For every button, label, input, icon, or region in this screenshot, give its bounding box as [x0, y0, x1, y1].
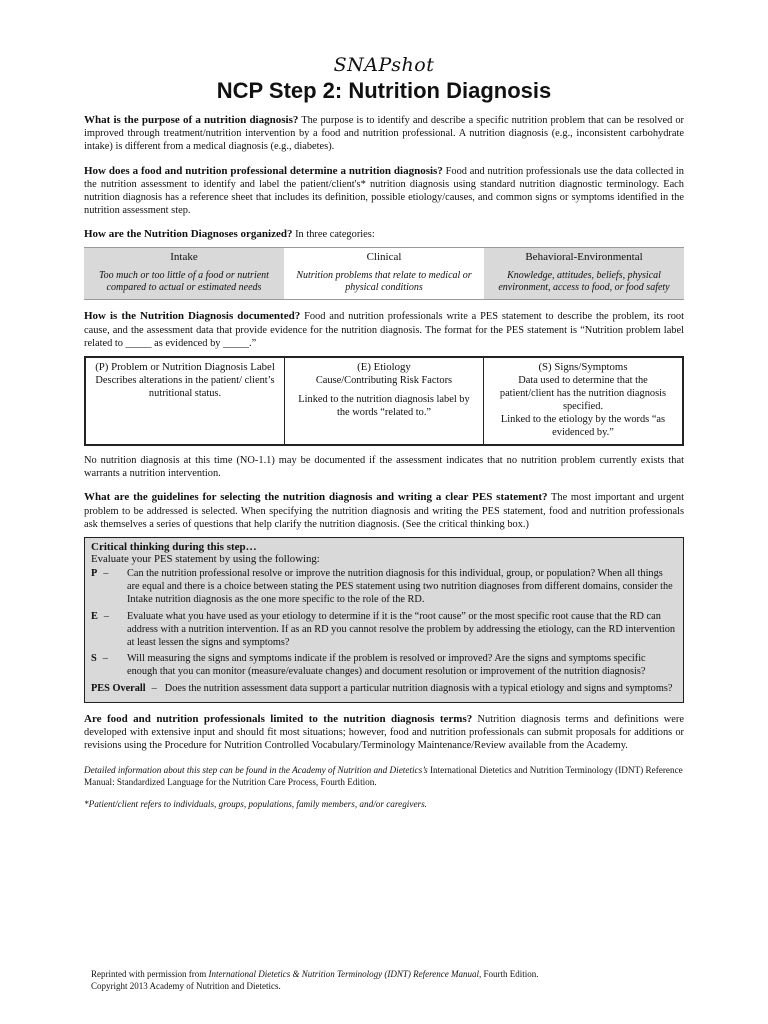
- pes-signs-text: Data used to determine that the patient/client has the nutrition diagnosis specified.: [499, 375, 667, 413]
- pes-signs-heading: (S) Signs/Symptoms: [538, 361, 628, 374]
- pes-etiology-heading: (E) Etiology: [357, 361, 411, 374]
- footer-copyright: Copyright 2013 Academy of Nutrition and Dietetics.: [91, 981, 281, 991]
- diagnosis-categories: [84, 247, 684, 301]
- category-behavioral-environmental: [484, 248, 684, 300]
- purpose-question: What is the purpose of a nutrition diagnosis?: [84, 114, 299, 126]
- item-text: Does the nutrition assessment data support a particular nutrition diagnosis with a typical etiology and signs and symptoms?: [164, 682, 673, 694]
- patient-note: [84, 798, 684, 810]
- patient-note-text: *Patient/client refers to individuals, groups, populations, family members, and/or caregivers.: [84, 798, 427, 809]
- pes-signs-link-text: Linked to the etiology by the words “as evidenced by.”: [500, 414, 666, 439]
- critical-thinking-subtitle: Evaluate your PES statement by using the following:: [91, 553, 320, 566]
- item-dash: –: [151, 682, 157, 694]
- item-text: Will measuring the signs and symptoms indicate if the problem is resolved or improved? Are the signs and symptoms specific enough that you can monitor (measure/evaluate changes) and document resolution or improvement of the nutrition diagnosis?: [127, 653, 646, 678]
- category-intake: [84, 248, 284, 300]
- item-text: Evaluate what you have used as your etiology to determine if it is the “root cause” or the most specific root cause that the RD can address with a nutrition intervention. If as an RD you cannot resolve the problem by addressing the etiology, can the RD intervention at least lessen the signs and symptoms?: [127, 610, 676, 649]
- category-description: Knowledge, attitudes, beliefs, physical environment, access to food, or food safety: [498, 269, 670, 294]
- footer-reprint-source: International Dietetics & Nutrition Terminology (IDNT) Reference Manual,: [208, 969, 482, 979]
- critical-thinking-box: [84, 537, 684, 703]
- pes-etiology-text: Linked to the nutrition diagnosis label by the words “related to.”: [298, 394, 470, 419]
- pes-problem-column: [86, 358, 284, 444]
- critical-item-p: [91, 567, 677, 607]
- critical-item-pes-overall: [91, 682, 677, 695]
- guidelines-question: What are the guidelines for selecting the nutrition diagnosis and writing a clear PES statement?: [84, 491, 548, 504]
- critical-thinking-title: Critical thinking during this step…: [91, 541, 257, 554]
- detail-note-reference: International Dietetics and Nutrition Terminology (IDNT) Reference Manual: Standardized Language for the Nutrition Care Process, Fourth Edition.: [84, 764, 683, 787]
- guidelines-paragraph: [84, 491, 684, 531]
- pes-problem-heading: (P) Problem or Nutrition Diagnosis Label: [95, 361, 275, 374]
- snapshot-brand: SNAPshot: [333, 54, 435, 76]
- footer-reprint-prefix: Reprinted with permission from: [91, 969, 207, 979]
- item-letter: E: [91, 610, 98, 622]
- determine-question: How does a food and nutrition professional determine a nutrition diagnosis?: [84, 164, 443, 177]
- item-letter: S: [91, 653, 97, 665]
- critical-item-e: [91, 610, 677, 650]
- limited-question: Are food and nutrition professionals limited to the nutrition diagnosis terms?: [84, 712, 473, 725]
- item-dash: –: [102, 653, 108, 665]
- pes-etiology-column: [284, 358, 483, 444]
- pes-etiology-subheading: Cause/Contributing Risk Factors: [315, 375, 453, 387]
- guidelines-answer: The most important and urgent problem to be addressed is selected. When specifying the nutrition diagnosis and writing the PES statement, food and nutrition professionals ask themselves a series of questions that help clarify the nutrition diagnosis. (See the critical thinking box.): [84, 492, 684, 530]
- detail-note-italic: Detailed information about this step can be found in the Academy of Nutrition and Dietetics’s: [84, 764, 428, 775]
- no-diagnosis-paragraph: No nutrition diagnosis at this time (NO-1.1) may be documented if the assessment indicates that no nutrition problem currently exists that warrants a nutrition intervention.: [84, 455, 684, 480]
- pes-signs-column: [483, 358, 682, 444]
- organized-paragraph: [84, 228, 684, 241]
- purpose-paragraph: [84, 114, 684, 154]
- item-dash: –: [103, 568, 109, 580]
- organized-question: How are the Nutrition Diagnoses organized?: [84, 228, 293, 241]
- determine-paragraph: [84, 165, 684, 218]
- category-title: Intake: [170, 250, 198, 263]
- item-text: Can the nutrition professional resolve or improve the nutrition diagnosis for this individual, group, or population? When all things are equal and there is a choice between stating the PES statement using two nutrition diagnoses from different domains, consider the Intake nutrition diagnosis as the one more specific to the role of the RD.: [127, 568, 673, 606]
- limited-answer: Nutrition diagnosis terms and definitions were developed with extensive input and should fit most situations; however, food and nutrition professionals can submit proposals for additions or revisions using the Procedure for Nutrition Controlled Vocabulary/Terminology Maintenance/Review available from the Academy.: [84, 713, 684, 752]
- documented-question: How is the Nutrition Diagnosis documented?: [84, 310, 301, 323]
- document-page: [84, 54, 684, 820]
- determine-answer: Food and nutrition professionals use the data collected in the nutrition assessment to identify and label the patient/client's* nutrition diagnosis using standard nutrition diagnostic terminology. Each nutrition diagnosis has a reference sheet that includes its definition, possible etiology/causes, and common signs or symptoms identified in the nutrition assessment step.: [84, 165, 684, 217]
- footer-reprint-line: [91, 968, 651, 980]
- critical-item-s: [91, 652, 677, 678]
- pes-table: [84, 356, 684, 446]
- item-dash: –: [103, 610, 110, 622]
- documented-paragraph: [84, 310, 684, 350]
- footer-reprint-edition: Fourth Edition.: [483, 969, 539, 979]
- category-clinical: [284, 248, 484, 300]
- category-title: Behavioral-Environmental: [525, 250, 643, 263]
- limited-paragraph: [84, 713, 684, 753]
- detail-note: [84, 764, 684, 788]
- footer: [91, 968, 651, 992]
- category-description: Too much or too little of a food or nutrient compared to actual or estimated needs: [99, 269, 269, 294]
- category-description: Nutrition problems that relate to medical or physical conditions: [296, 269, 472, 294]
- item-letter: P: [91, 568, 98, 580]
- organized-answer: In three categories:: [295, 229, 375, 241]
- purpose-answer: The purpose is to identify and describe a specific nutrition problem that can be resolved or improved through treatment/nutrition intervention by a food and nutrition professional. A nutrition diagnosis (e.g., inconsistent carbohydrate intake) is different from a medical diagnosis (e.g., diabetes).: [84, 115, 684, 153]
- item-letter: PES Overall: [91, 682, 146, 694]
- documented-answer: Food and nutrition professionals write a PES statement to describe the problem, its root cause, and the assessment data that provide evidence for the nutrition diagnosis. The format for the PES statement is “Nutrition problem label related to _____ as evidenced by _____.”: [84, 311, 684, 349]
- category-title: Clinical: [366, 250, 402, 263]
- pes-problem-text: Describes alterations in the patient/ client’s nutritional status.: [95, 375, 275, 400]
- page-title: NCP Step 2: Nutrition Diagnosis: [216, 78, 552, 103]
